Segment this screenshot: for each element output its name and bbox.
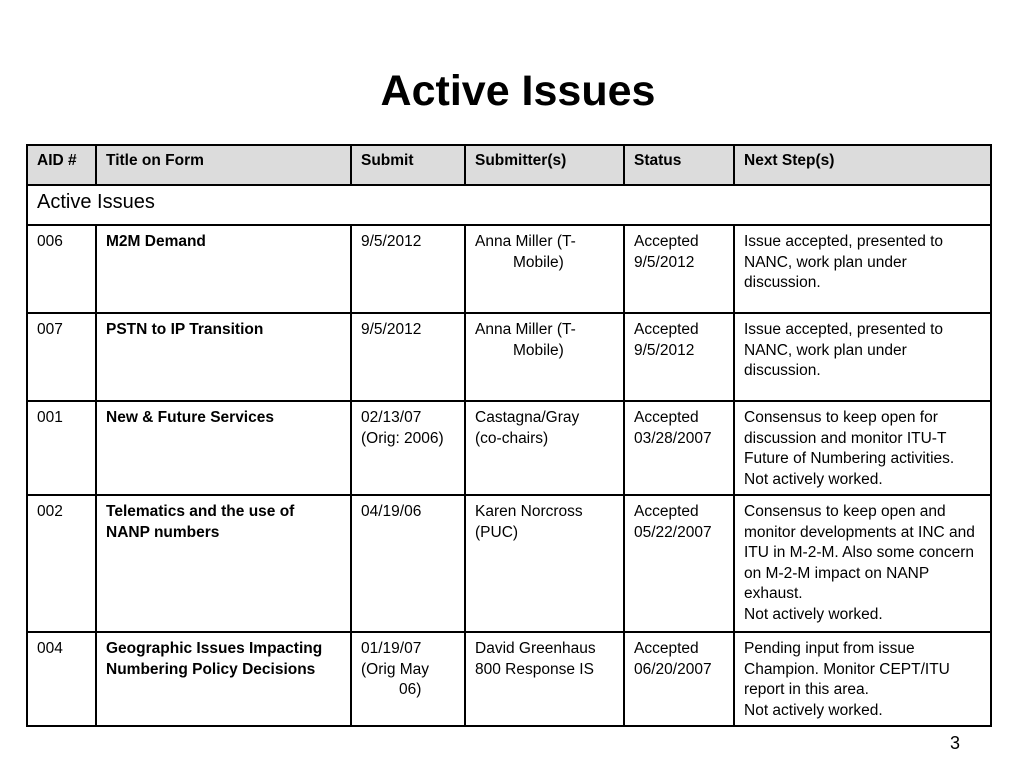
submit-date: 01/19/07 [361, 640, 422, 657]
cell-status [624, 313, 734, 401]
next-step-note: Not actively worked. [744, 605, 883, 623]
table-row [27, 313, 991, 401]
header-title-on-form: Title on Form [96, 145, 351, 185]
submitter-line: Anna Miller (T- [475, 233, 576, 250]
submitter-line: Mobile) [513, 253, 564, 271]
next-step-text: Pending input from issue Champion. Monitor CEPT/ITU report in this area. [744, 640, 950, 698]
cell-next-steps [734, 401, 991, 495]
cell-submitters [465, 313, 624, 401]
cell-submit [351, 632, 465, 726]
submit-note: (Orig: 2006) [361, 429, 444, 447]
status-date: 03/28/2007 [634, 429, 712, 447]
cell-submit [351, 401, 465, 495]
header-aid: AID # [27, 145, 96, 185]
page-number: 3 [950, 733, 961, 753]
cell-aid: 002 [27, 495, 96, 632]
cell-submitters [465, 401, 624, 495]
cell-title: M2M Demand [96, 225, 351, 313]
table-row [27, 401, 991, 495]
cell-next-steps [734, 225, 991, 313]
next-step-note: Not actively worked. [744, 701, 883, 719]
submitter-line: Mobile) [513, 341, 564, 359]
next-step-text: Consensus to keep open and monitor developments at INC and ITU in M-2-M. Also some concern on M-2-M impact on NANP exhaust. [744, 503, 975, 602]
section-row [27, 185, 991, 225]
cell-status [624, 632, 734, 726]
active-issues-table [26, 144, 992, 727]
status-label: Accepted [634, 640, 699, 657]
cell-next-steps [734, 495, 991, 632]
next-step-note: Not actively worked. [744, 470, 883, 488]
header-submitters: Submitter(s) [465, 145, 624, 185]
submitter-line: Castagna/Gray [475, 409, 580, 426]
submitter-line: (co-chairs) [475, 429, 549, 447]
submit-date: 9/5/2012 [361, 321, 422, 338]
cell-aid: 006 [27, 225, 96, 313]
status-label: Accepted [634, 409, 699, 426]
cell-title: Geographic Issues Impacting Numbering Policy Decisions [96, 632, 351, 726]
header-submit: Submit [351, 145, 465, 185]
table-row [27, 495, 991, 632]
cell-status [624, 225, 734, 313]
cell-title: PSTN to IP Transition [96, 313, 351, 401]
submitter-line: David Greenhaus [475, 640, 596, 657]
cell-aid: 004 [27, 632, 96, 726]
status-date: 06/20/2007 [634, 660, 712, 678]
cell-status [624, 495, 734, 632]
cell-submitters [465, 495, 624, 632]
submit-note: (Orig May [361, 660, 430, 678]
status-date: 05/22/2007 [634, 523, 712, 541]
next-step-text: Issue accepted, presented to NANC, work plan under discussion. [744, 233, 944, 291]
next-step-text: Consensus to keep open for discussion and monitor ITU-T Future of Numbering activities. [744, 409, 955, 467]
cell-submit [351, 495, 465, 632]
submitter-line: (PUC) [475, 523, 519, 541]
status-date: 9/5/2012 [634, 341, 695, 359]
status-label: Accepted [634, 503, 699, 520]
cell-submit [351, 313, 465, 401]
next-step-text: Issue accepted, presented to NANC, work plan under discussion. [744, 321, 944, 379]
cell-aid: 007 [27, 313, 96, 401]
cell-submitters [465, 225, 624, 313]
submit-date: 02/13/07 [361, 409, 422, 426]
status-label: Accepted [634, 321, 699, 338]
submitter-line: 800 Response IS [475, 660, 594, 678]
table-row [27, 632, 991, 726]
table-row [27, 225, 991, 313]
section-label: Active Issues [27, 185, 991, 225]
status-date: 9/5/2012 [634, 253, 695, 271]
cell-title: New & Future Services [96, 401, 351, 495]
status-label: Accepted [634, 233, 699, 250]
slide-title: Active Issues [380, 67, 656, 115]
cell-submitters [465, 632, 624, 726]
submitter-line: Anna Miller (T- [475, 321, 576, 338]
header-next-steps: Next Step(s) [734, 145, 991, 185]
cell-next-steps [734, 632, 991, 726]
cell-aid: 001 [27, 401, 96, 495]
cell-submit [351, 225, 465, 313]
submit-note: 06) [399, 681, 422, 698]
submitter-line: Karen Norcross [475, 503, 583, 520]
submit-date: 04/19/06 [361, 503, 422, 520]
cell-next-steps [734, 313, 991, 401]
cell-status [624, 401, 734, 495]
submit-date: 9/5/2012 [361, 233, 422, 250]
table-header-row [27, 145, 991, 185]
header-status: Status [624, 145, 734, 185]
cell-title: Telematics and the use of NANP numbers [96, 495, 351, 632]
